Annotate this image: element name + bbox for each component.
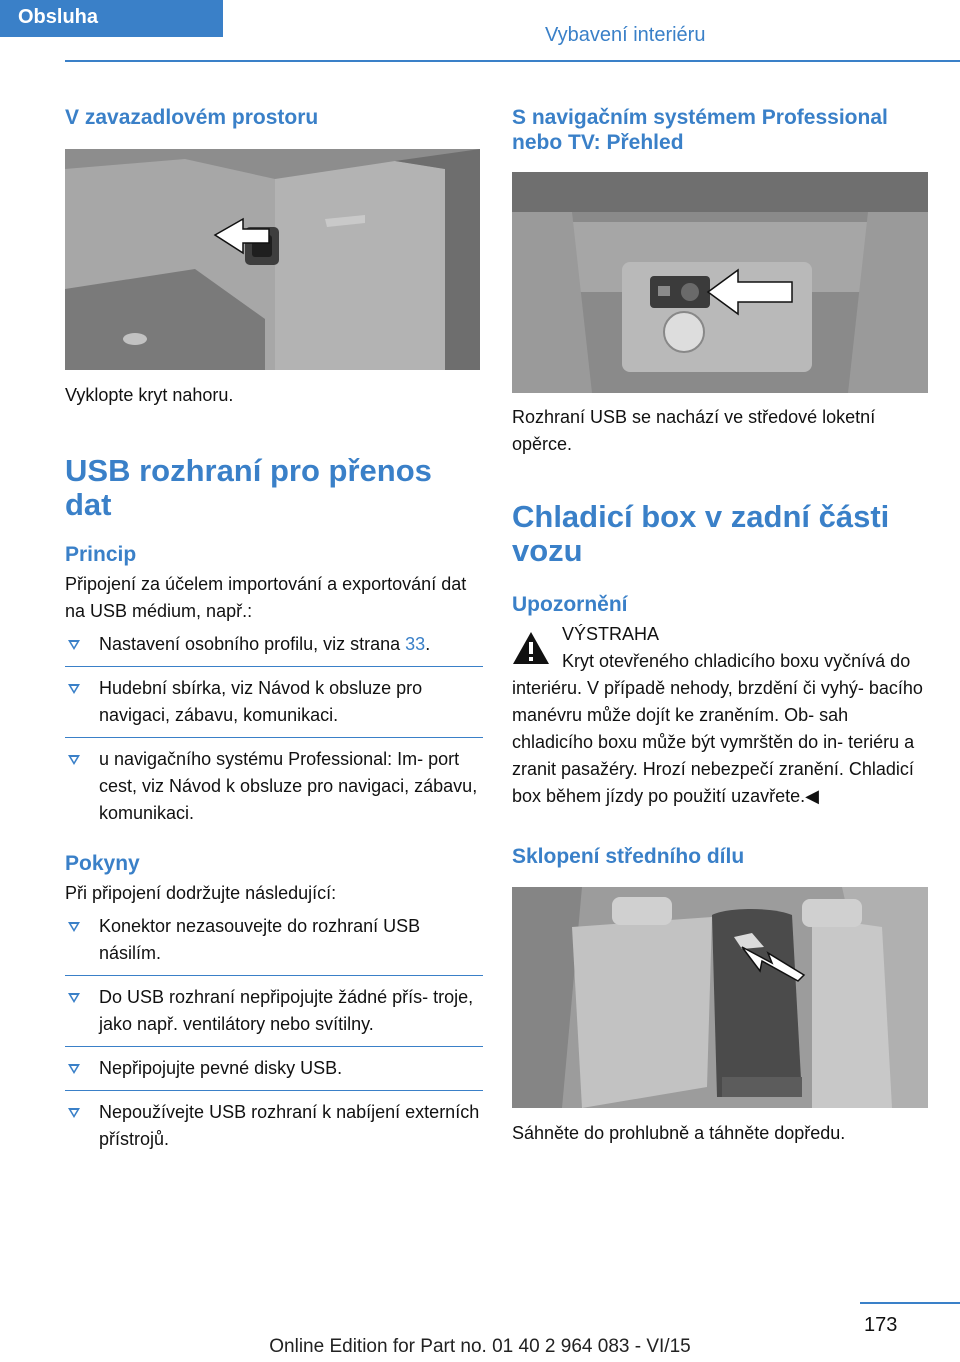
nav-caption: Rozhraní USB se nachází ve středové loketní opěrce.: [512, 407, 876, 454]
page-link[interactable]: 33: [405, 634, 426, 654]
bullet-triangle-icon: [68, 684, 80, 694]
list-separator: [65, 666, 483, 667]
console-usb-figure: [512, 172, 928, 393]
nav-heading: S navigačním systémem Professional nebo TV: Přehled: [512, 106, 888, 154]
principle-list: [65, 631, 483, 827]
list-item-text: Nepřipojujte pevné disky USB.: [99, 1058, 343, 1078]
trunk-caption: Vyklopte kryt nahoru.: [65, 385, 234, 405]
list-item: [65, 913, 483, 967]
header-rule: [65, 60, 960, 62]
warning-section-heading: Upozornění: [512, 593, 628, 616]
list-item: [65, 675, 483, 729]
warning-title: VÝSTRAHA: [562, 624, 660, 644]
list-item-text: u navigačního systému Professional: Im‐ port cest, viz Návod k obsluze pro navigaci, zábavu, komunikaci.: [99, 749, 478, 823]
notes-heading: Pokyny: [65, 852, 140, 875]
list-item: [65, 984, 483, 1038]
cool-box-heading: Chladicí box v zadní části vozu: [512, 499, 890, 568]
rear-seat-illustration: [512, 887, 928, 1108]
left-column: [65, 100, 483, 1153]
list-item-text: Nepoužívejte USB rozhraní k nabíjení externích přístrojů.: [99, 1102, 480, 1149]
header-section-label: Vybavení interiéru: [545, 24, 706, 46]
list-separator: [65, 1090, 483, 1091]
usb-heading: USB rozhraní pro přenos dat: [65, 453, 432, 522]
fold-heading: Sklopení středního dílu: [512, 845, 745, 868]
list-item-text: Konektor nezasouvejte do rozhraní USB násilím.: [99, 916, 421, 963]
bullet-triangle-icon: [68, 922, 80, 932]
list-item: [65, 631, 483, 658]
header-chapter-tab: [0, 0, 223, 37]
notes-text: Při připojení dodržujte následující:: [65, 883, 337, 903]
footer-rule: [860, 1302, 960, 1304]
bullet-triangle-icon: [68, 755, 80, 765]
list-item-text: Nastavení osobního profilu, viz strana: [99, 634, 406, 654]
list-separator: [65, 975, 483, 976]
principle-heading: Princip: [65, 543, 137, 566]
fold-caption: Sáhněte do prohlubně a táhněte dopředu.: [512, 1123, 846, 1143]
warning-triangle-icon: [512, 631, 550, 665]
trunk-heading: V zavazadlovém prostoru: [65, 106, 319, 129]
trunk-usb-illustration: [65, 149, 480, 370]
principle-text: Připojení za účelem importování a exportování dat na USB médium, např.:: [65, 574, 467, 621]
bullet-triangle-icon: [68, 1064, 80, 1074]
list-item: [65, 746, 483, 827]
list-item: [65, 1099, 483, 1153]
list-item-text: Hudební sbírka, viz Návod k obsluze pro navigaci, zábavu, komunikaci.: [99, 678, 423, 725]
rear-seat-figure: [512, 887, 928, 1108]
notes-list: [65, 913, 483, 1153]
console-usb-illustration: [512, 172, 928, 393]
right-column: [512, 100, 928, 1147]
bullet-triangle-icon: [68, 1108, 80, 1118]
warning-block: [512, 621, 928, 810]
trunk-usb-figure: [65, 149, 480, 370]
bullet-triangle-icon: [68, 640, 80, 650]
warning-text: Kryt otevřeného chladicího boxu vyčnívá do interiéru. V případě nehody, brzdění či vyhý‐ bacího manévru může dojít ke zraněním. Ob‐ sah chladicího boxu může být vymrštěn do in‐ teriéru a zranit pasažéry. Hrozí nebezpečí zranění. Chladicí box během jízdy po použití uzavřete.◀: [512, 651, 923, 806]
list-item-suffix: .: [425, 634, 431, 654]
list-item-text: Do USB rozhraní nepřipojujte žádné přís‐ troje, jako např. ventilátory nebo svítilny.: [99, 987, 474, 1034]
list-separator: [65, 1046, 483, 1047]
bullet-triangle-icon: [68, 993, 80, 1003]
page-number: 173: [864, 1314, 898, 1336]
header-chapter-label: Obsluha: [18, 6, 99, 28]
list-separator: [65, 737, 483, 738]
edition-footer: Online Edition for Part no. 01 40 2 964 083 - VI/15: [269, 1336, 691, 1357]
list-item: [65, 1055, 483, 1082]
